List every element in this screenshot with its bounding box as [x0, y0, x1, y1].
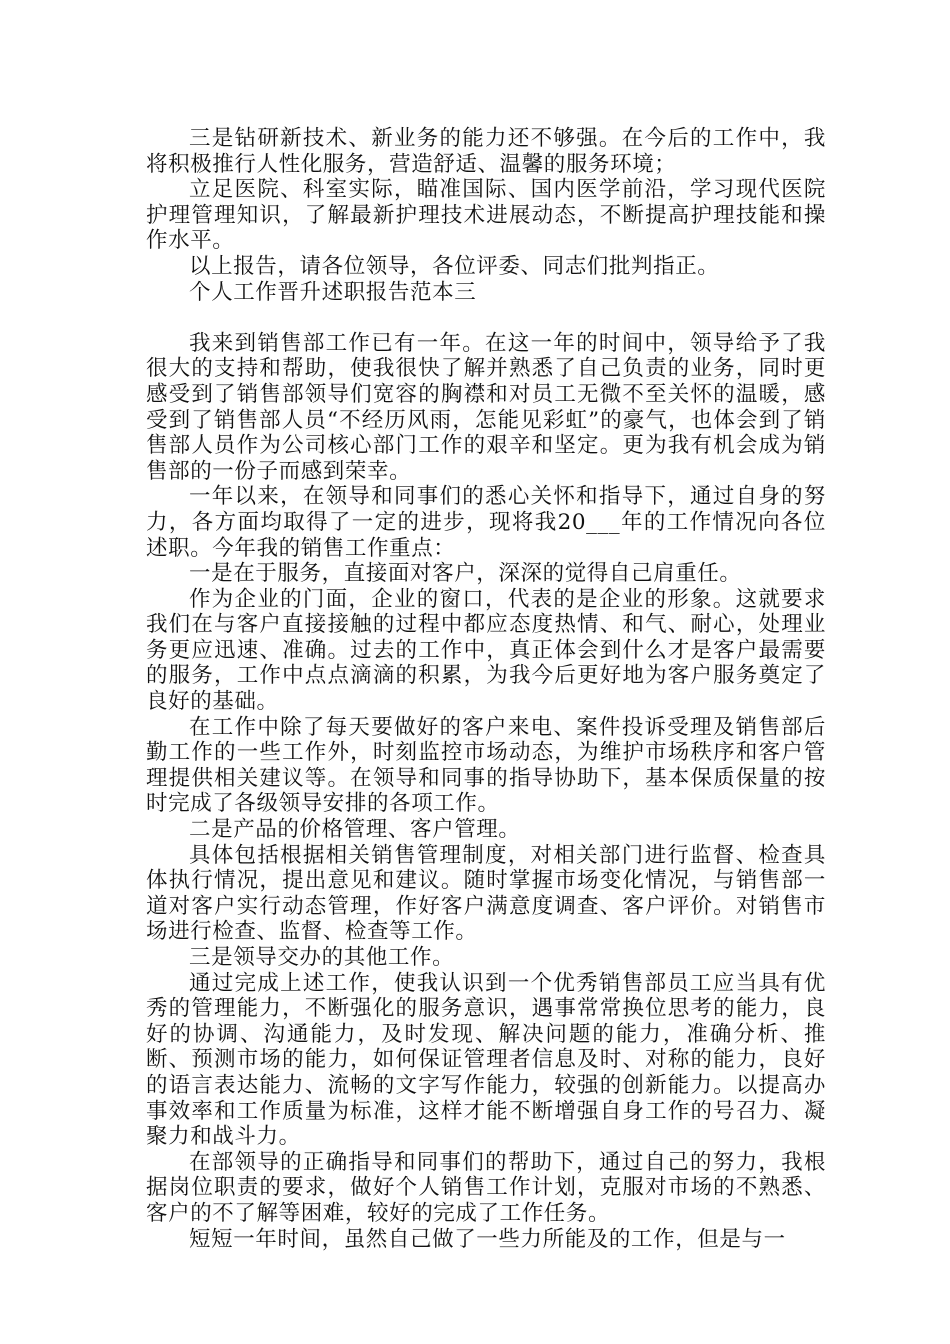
- paragraph: 一是在于服务，直接面对客户，深深的觉得自己肩重任。: [189, 561, 742, 587]
- document-body: [146, 126, 826, 1252]
- paragraph: 作为企业的门面，企业的窗口，代表的是企业的形象。这就要求我们在与客户直接接触的过程中都应态度热情、和气、耐心，处理业务更应迅速、准确。过去的工作中，真正体会到什么才是客户最需要的服务，工作中点点滴滴的积累，为我今后更好地为客户服务奠定了良好的基础。: [146, 586, 826, 715]
- paragraph: 立足医院、科室实际，瞄准国际、国内医学前沿，学习现代医院护理管理知识，了解最新护理技术进展动态，不断提高护理技能和操作水平。: [146, 177, 826, 254]
- paragraph: 一年以来，在领导和同事们的悉心关怀和指导下，通过自身的努力，各方面均取得了一定的进步，现将我20___年的工作情况向各位述职。今年我的销售工作重点：: [146, 484, 826, 561]
- paragraph: 在部领导的正确指导和同事们的帮助下，通过自己的努力，我根据岗位职责的要求，做好个人销售工作计划，克服对市场的不熟悉、客户的不了解等困难，较好的完成了工作任务。: [146, 1149, 826, 1226]
- paragraph: 短短一年时间，虽然自己做了一些力所能及的工作，但是与一: [189, 1226, 786, 1252]
- paragraph: 通过完成上述工作，使我认识到一个优秀销售部员工应当具有优秀的管理能力，不断强化的服务意识，遇事常常换位思考的能力，良好的协调、沟通能力，及时发现、解决问题的能力，准确分析、推断、预测市场的能力，如何保证管理者信息及时、对称的能力，良好的语言表达能力、流畅的文字写作能力，较强的创新能力。以提高办事效率和工作质量为标准，这样才能不断增强自身工作的号召力、凝聚力和战斗力。: [146, 970, 826, 1150]
- paragraph: 具体包括根据相关销售管理制度，对相关部门进行监督、检查具体执行情况，提出意见和建议。随时掌握市场变化情况，与销售部一道对客户实行动态管理，作好客户满意度调查、客户评价。对销售市场进行检查、监督、检查等工作。: [146, 842, 826, 945]
- paragraph: 三是钻研新技术、新业务的能力还不够强。在今后的工作中，我将积极推行人性化服务，营造舒适、温馨的服务环境；: [146, 126, 826, 177]
- paragraph: 二是产品的价格管理、客户管理。: [189, 817, 521, 843]
- blank-line: [146, 305, 826, 331]
- paragraph: 以上报告，请各位领导，各位评委、同志们批判指正。: [189, 253, 720, 279]
- paragraph: 在工作中除了每天要做好的客户来电、案件投诉受理及销售部后勤工作的一些工作外，时刻监控市场动态，为维护市场秩序和客户管理提供相关建议等。在领导和同事的指导协助下，基本保质保量的按时完成了各级领导安排的各项工作。: [146, 714, 826, 817]
- paragraph: 三是领导交办的其他工作。: [189, 945, 455, 970]
- section-title: 个人工作晋升述职报告范本三: [189, 279, 477, 305]
- paragraph: 我来到销售部工作已有一年。在这一年的时间中，领导给予了我很大的支持和帮助，使我很快了解并熟悉了自己负责的业务，同时更感受到了销售部领导们宽容的胸襟和对员工无微不至关怀的温暖，感受到了销售部人员“不经历风雨，怎能见彩虹”的豪气，也体会到了销售部人员作为公司核心部门工作的艰辛和坚定。更为我有机会成为销售部的一份子而感到荣幸。: [146, 330, 826, 484]
